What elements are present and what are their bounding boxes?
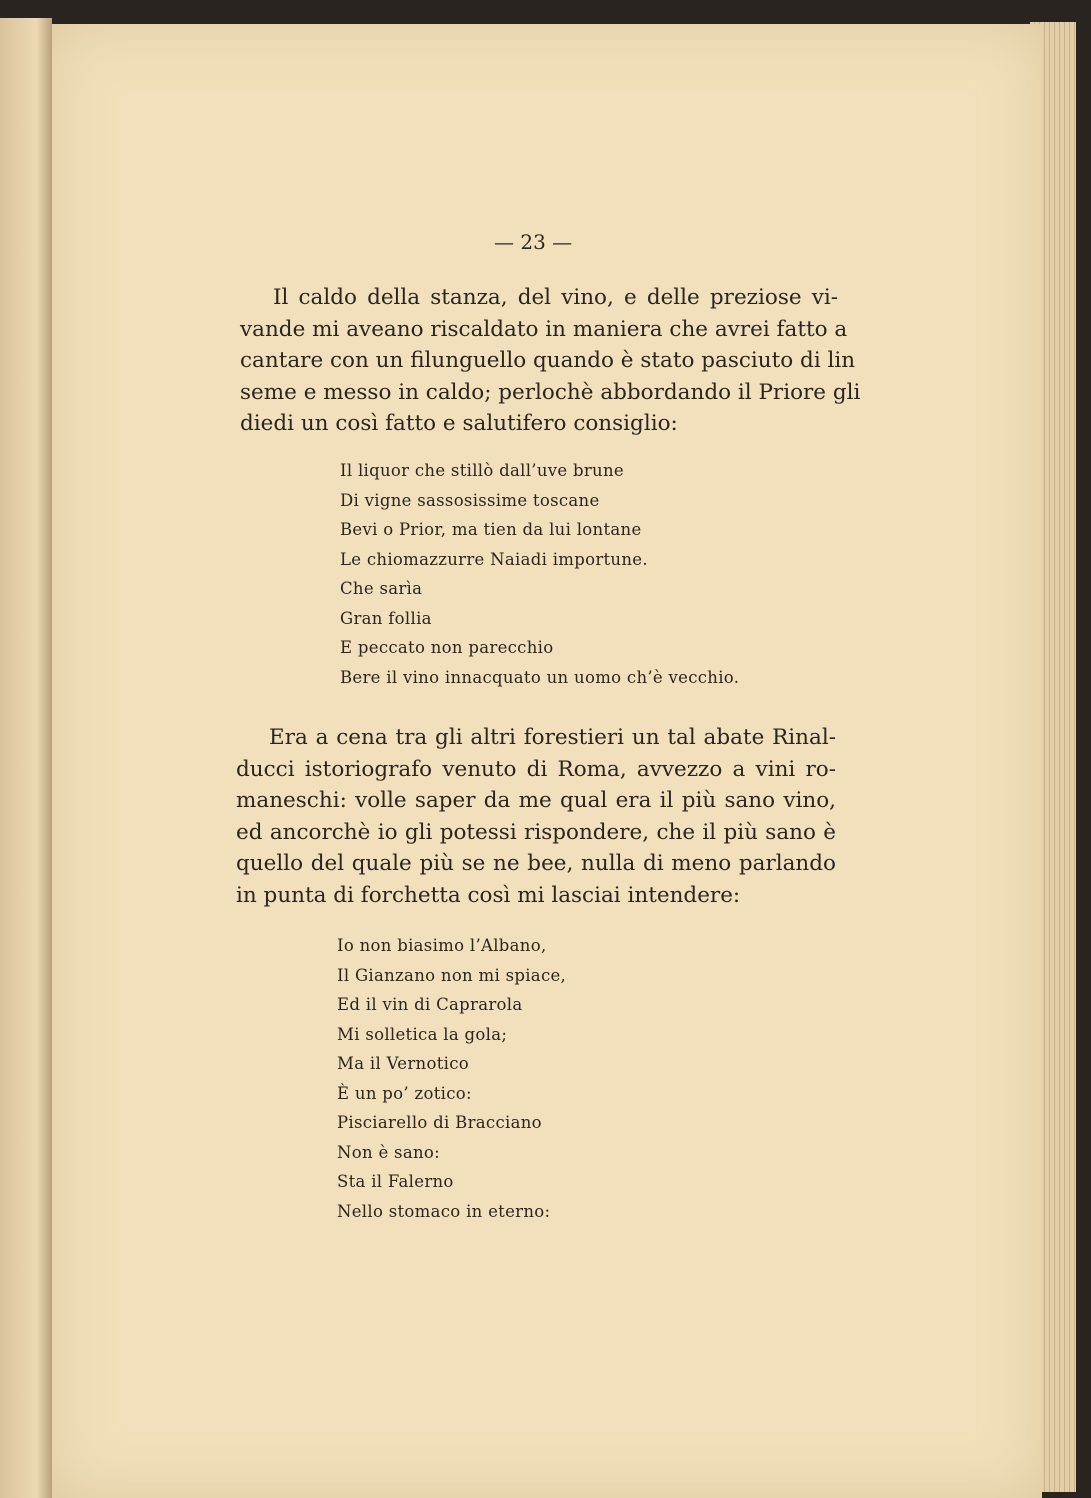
verse-line: Gran follia	[340, 608, 432, 628]
text-line: ducci istoriografo venuto di Roma, avvezzo a vini ro-	[236, 756, 836, 782]
verse-line: È un po’ zotico:	[337, 1083, 472, 1103]
text-line: ed ancorchè io gli potessi rispondere, che il più sano è	[236, 819, 836, 845]
text-line: seme e messo in caldo; perlochè abbordando il Priore gli	[240, 379, 861, 405]
verse-line: Il liquor che stillò dall’uve brune	[340, 461, 624, 480]
text-line: maneschi: volle saper da me qual era il più sano vino,	[236, 788, 836, 813]
text-line: in punta di forchetta così mi lasciai intendere:	[236, 882, 741, 908]
text-line: quello del quale più se ne bee, nulla di meno parlando	[236, 851, 836, 876]
verse-line: Ed il vin di Caprarola	[337, 995, 523, 1014]
verse-line: Pisciarello di Bracciano	[337, 1113, 542, 1132]
verse-line: Che sarìa	[340, 579, 423, 598]
facing-page-edge	[0, 18, 52, 1498]
verse-line: E peccato non parecchio	[340, 638, 554, 657]
verse-line: Di vigne sassosissime toscane	[340, 490, 600, 510]
text-line: Era a cena tra gli altri forestieri un tal abate Rinal-	[269, 725, 836, 750]
paragraph-1	[240, 282, 861, 440]
page-number: — 23 —	[494, 230, 573, 254]
text-line: cantare con un filunguello quando è stato pasciuto di lin	[240, 348, 856, 373]
verse-2	[337, 931, 566, 1226]
verse-line: Il Gianzano non mi spiace,	[337, 965, 567, 985]
verse-line: Non è sano:	[337, 1142, 440, 1162]
paragraph-2	[236, 722, 836, 911]
text-line: diedi un così fatto e salutifero consiglio:	[240, 411, 678, 436]
verse-line: Io non biasimo l’Albano,	[337, 936, 547, 955]
text-line: vande mi aveano riscaldato in maniera che avrei fatto a	[240, 316, 848, 342]
verse-line: Mi solletica la gola;	[337, 1024, 508, 1044]
verse-line: Ma il Vernotico	[337, 1054, 469, 1073]
verse-line: Bere il vino innacquato un uomo ch’è vecchio.	[340, 667, 740, 687]
verse-line: Nello stomaco in eterno:	[337, 1201, 551, 1221]
verse-line: Le chiomazzurre Naiadi importune.	[340, 549, 648, 569]
text-line: Il caldo della stanza, del vino, e delle preziose vi-	[273, 285, 838, 310]
verse-1	[340, 456, 739, 692]
verse-line: Sta il Falerno	[337, 1172, 454, 1191]
verse-line: Bevi o Prior, ma tien da lui lontane	[340, 520, 642, 539]
